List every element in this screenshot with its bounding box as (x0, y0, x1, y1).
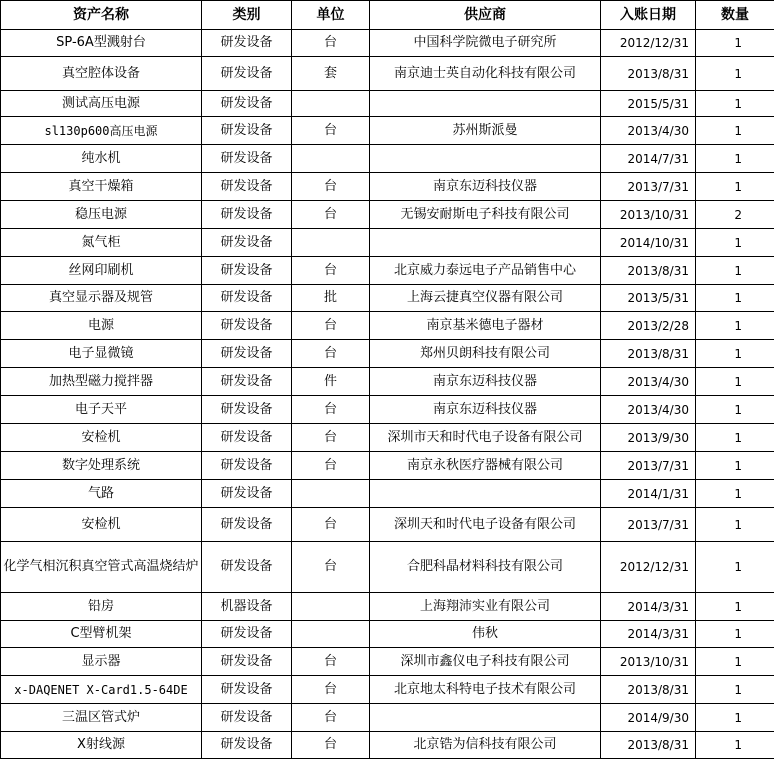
supplier-cell: 上海翔沛实业有限公司 (370, 593, 601, 621)
quantity-cell: 1 (696, 57, 774, 91)
supplier-cell (370, 91, 601, 117)
asset-name-cell: 化学气相沉积真空管式高温烧结炉 (1, 542, 202, 593)
category-cell: 研发设备 (202, 542, 292, 593)
entry-date-cell: 2014/9/30 (601, 704, 696, 732)
category-cell: 研发设备 (202, 91, 292, 117)
supplier-cell: 北京威力泰远电子产品销售中心 (370, 257, 601, 285)
quantity-cell: 1 (696, 424, 774, 452)
asset-name-cell: 铅房 (1, 593, 202, 621)
asset-name-cell: 气路 (1, 480, 202, 508)
category-cell: 研发设备 (202, 621, 292, 648)
entry-date-cell: 2013/7/31 (601, 508, 696, 542)
table-row (1, 201, 774, 229)
asset-name-cell: 真空腔体设备 (1, 57, 202, 91)
quantity-cell: 1 (696, 368, 774, 396)
supplier-cell: 深圳市天和时代电子设备有限公司 (370, 424, 601, 452)
header-row (1, 1, 774, 30)
unit-cell: 台 (292, 704, 370, 732)
quantity-cell: 1 (696, 452, 774, 480)
table-row (1, 57, 774, 91)
category-cell: 研发设备 (202, 452, 292, 480)
header-asset-name: 资产名称 (1, 1, 202, 30)
supplier-cell: 南京东迈科技仪器 (370, 396, 601, 424)
unit-cell: 批 (292, 285, 370, 312)
asset-name-cell: 三温区管式炉 (1, 704, 202, 732)
table-row (1, 91, 774, 117)
table-row (1, 621, 774, 648)
entry-date-cell: 2013/8/31 (601, 57, 696, 91)
supplier-cell: 北京地太科特电子技术有限公司 (370, 676, 601, 704)
supplier-cell: 合肥科晶材料科技有限公司 (370, 542, 601, 593)
supplier-cell: 深圳天和时代电子设备有限公司 (370, 508, 601, 542)
entry-date-cell: 2014/7/31 (601, 145, 696, 173)
quantity-cell: 1 (696, 508, 774, 542)
table-row (1, 257, 774, 285)
asset-name-cell: 氮气柜 (1, 229, 202, 257)
table-row (1, 732, 774, 759)
entry-date-cell: 2013/4/30 (601, 396, 696, 424)
category-cell: 机器设备 (202, 593, 292, 621)
supplier-cell (370, 704, 601, 732)
table-row (1, 704, 774, 732)
category-cell: 研发设备 (202, 676, 292, 704)
quantity-cell: 1 (696, 704, 774, 732)
category-cell: 研发设备 (202, 648, 292, 676)
table-row (1, 480, 774, 508)
quantity-cell: 1 (696, 732, 774, 759)
entry-date-cell: 2013/9/30 (601, 424, 696, 452)
table-row (1, 117, 774, 145)
asset-name-cell: 显示器 (1, 648, 202, 676)
entry-date-cell: 2013/7/31 (601, 173, 696, 201)
unit-cell: 台 (292, 648, 370, 676)
table-row (1, 173, 774, 201)
table-row (1, 508, 774, 542)
entry-date-cell: 2013/5/31 (601, 285, 696, 312)
quantity-cell: 1 (696, 257, 774, 285)
unit-cell (292, 229, 370, 257)
table-row (1, 424, 774, 452)
asset-name-cell: 纯水机 (1, 145, 202, 173)
supplier-cell (370, 480, 601, 508)
unit-cell: 台 (292, 257, 370, 285)
unit-cell (292, 91, 370, 117)
entry-date-cell: 2013/8/31 (601, 340, 696, 368)
supplier-cell: 郑州贝朗科技有限公司 (370, 340, 601, 368)
table-row (1, 452, 774, 480)
asset-name-cell: 真空干燥箱 (1, 173, 202, 201)
header-supplier: 供应商 (370, 1, 601, 30)
table-row (1, 340, 774, 368)
quantity-cell: 1 (696, 676, 774, 704)
category-cell: 研发设备 (202, 704, 292, 732)
asset-name-cell: 电子天平 (1, 396, 202, 424)
quantity-cell: 1 (696, 229, 774, 257)
table-row (1, 648, 774, 676)
unit-cell: 台 (292, 30, 370, 57)
category-cell: 研发设备 (202, 117, 292, 145)
unit-cell: 台 (292, 542, 370, 593)
entry-date-cell: 2013/8/31 (601, 732, 696, 759)
category-cell: 研发设备 (202, 424, 292, 452)
entry-date-cell: 2013/7/31 (601, 452, 696, 480)
quantity-cell: 1 (696, 396, 774, 424)
asset-name-cell: 加热型磁力搅拌器 (1, 368, 202, 396)
table-row (1, 229, 774, 257)
category-cell: 研发设备 (202, 508, 292, 542)
category-cell: 研发设备 (202, 340, 292, 368)
asset-name-cell: 安检机 (1, 508, 202, 542)
unit-cell (292, 621, 370, 648)
unit-cell: 台 (292, 312, 370, 340)
category-cell: 研发设备 (202, 173, 292, 201)
unit-cell: 台 (292, 676, 370, 704)
category-cell: 研发设备 (202, 229, 292, 257)
asset-name-cell: SP-6A型溅射台 (1, 30, 202, 57)
quantity-cell: 1 (696, 30, 774, 57)
quantity-cell: 1 (696, 648, 774, 676)
asset-name-cell: C型臂机架 (1, 621, 202, 648)
supplier-cell: 南京基米德电子器材 (370, 312, 601, 340)
supplier-cell (370, 229, 601, 257)
unit-cell: 台 (292, 117, 370, 145)
supplier-cell: 上海云捷真空仪器有限公司 (370, 285, 601, 312)
supplier-cell (370, 145, 601, 173)
unit-cell: 套 (292, 57, 370, 91)
unit-cell: 台 (292, 340, 370, 368)
category-cell: 研发设备 (202, 257, 292, 285)
category-cell: 研发设备 (202, 312, 292, 340)
entry-date-cell: 2014/3/31 (601, 593, 696, 621)
asset-name-cell: sl130p600高压电源 (1, 117, 202, 145)
category-cell: 研发设备 (202, 368, 292, 396)
table-row (1, 368, 774, 396)
asset-name-cell: X射线源 (1, 732, 202, 759)
header-quantity: 数量 (696, 1, 774, 30)
quantity-cell: 1 (696, 542, 774, 593)
table-row (1, 676, 774, 704)
entry-date-cell: 2013/4/30 (601, 368, 696, 396)
supplier-cell: 深圳市鑫仪电子科技有限公司 (370, 648, 601, 676)
quantity-cell: 1 (696, 593, 774, 621)
asset-name-cell: 电源 (1, 312, 202, 340)
table-row (1, 145, 774, 173)
quantity-cell: 1 (696, 145, 774, 173)
unit-cell: 台 (292, 173, 370, 201)
entry-date-cell: 2013/8/31 (601, 257, 696, 285)
entry-date-cell: 2015/5/31 (601, 91, 696, 117)
unit-cell: 件 (292, 368, 370, 396)
supplier-cell: 北京锆为信科技有限公司 (370, 732, 601, 759)
unit-cell (292, 145, 370, 173)
supplier-cell: 中国科学院微电子研究所 (370, 30, 601, 57)
entry-date-cell: 2014/3/31 (601, 621, 696, 648)
entry-date-cell: 2012/12/31 (601, 30, 696, 57)
supplier-cell: 南京永秋医疗器械有限公司 (370, 452, 601, 480)
entry-date-cell: 2013/10/31 (601, 648, 696, 676)
category-cell: 研发设备 (202, 57, 292, 91)
header-entry-date: 入账日期 (601, 1, 696, 30)
category-cell: 研发设备 (202, 285, 292, 312)
supplier-cell: 南京迪士英自动化科技有限公司 (370, 57, 601, 91)
quantity-cell: 1 (696, 285, 774, 312)
category-cell: 研发设备 (202, 145, 292, 173)
supplier-cell: 无锡安耐斯电子科技有限公司 (370, 201, 601, 229)
quantity-cell: 1 (696, 173, 774, 201)
entry-date-cell: 2013/10/31 (601, 201, 696, 229)
category-cell: 研发设备 (202, 201, 292, 229)
table-body (1, 30, 774, 759)
entry-date-cell: 2012/12/31 (601, 542, 696, 593)
asset-name-cell: 数字处理系统 (1, 452, 202, 480)
quantity-cell: 1 (696, 480, 774, 508)
entry-date-cell: 2013/2/28 (601, 312, 696, 340)
category-cell: 研发设备 (202, 480, 292, 508)
category-cell: 研发设备 (202, 30, 292, 57)
asset-name-cell: 稳压电源 (1, 201, 202, 229)
table-row (1, 396, 774, 424)
header-unit: 单位 (292, 1, 370, 30)
unit-cell: 台 (292, 396, 370, 424)
quantity-cell: 1 (696, 91, 774, 117)
quantity-cell: 1 (696, 117, 774, 145)
entry-date-cell: 2013/4/30 (601, 117, 696, 145)
supplier-cell: 南京东迈科技仪器 (370, 368, 601, 396)
entry-date-cell: 2014/1/31 (601, 480, 696, 508)
quantity-cell: 1 (696, 340, 774, 368)
supplier-cell: 南京东迈科技仪器 (370, 173, 601, 201)
table-row (1, 593, 774, 621)
unit-cell: 台 (292, 201, 370, 229)
unit-cell: 台 (292, 508, 370, 542)
category-cell: 研发设备 (202, 732, 292, 759)
table-row (1, 542, 774, 593)
supplier-cell: 伟秋 (370, 621, 601, 648)
unit-cell (292, 593, 370, 621)
quantity-cell: 1 (696, 621, 774, 648)
asset-name-cell: 电子显微镜 (1, 340, 202, 368)
asset-name-cell: x-DAQENET X-Card1.5-64DE (1, 676, 202, 704)
quantity-cell: 2 (696, 201, 774, 229)
table-row (1, 285, 774, 312)
supplier-cell: 苏州斯派曼 (370, 117, 601, 145)
unit-cell: 台 (292, 732, 370, 759)
unit-cell: 台 (292, 452, 370, 480)
entry-date-cell: 2013/8/31 (601, 676, 696, 704)
unit-cell: 台 (292, 424, 370, 452)
table-row (1, 312, 774, 340)
asset-name-cell: 测试高压电源 (1, 91, 202, 117)
category-cell: 研发设备 (202, 396, 292, 424)
entry-date-cell: 2014/10/31 (601, 229, 696, 257)
asset-name-cell: 丝网印刷机 (1, 257, 202, 285)
table-row (1, 30, 774, 57)
unit-cell (292, 480, 370, 508)
quantity-cell: 1 (696, 312, 774, 340)
asset-name-cell: 真空显示器及规管 (1, 285, 202, 312)
asset-name-cell: 安检机 (1, 424, 202, 452)
header-category: 类别 (202, 1, 292, 30)
